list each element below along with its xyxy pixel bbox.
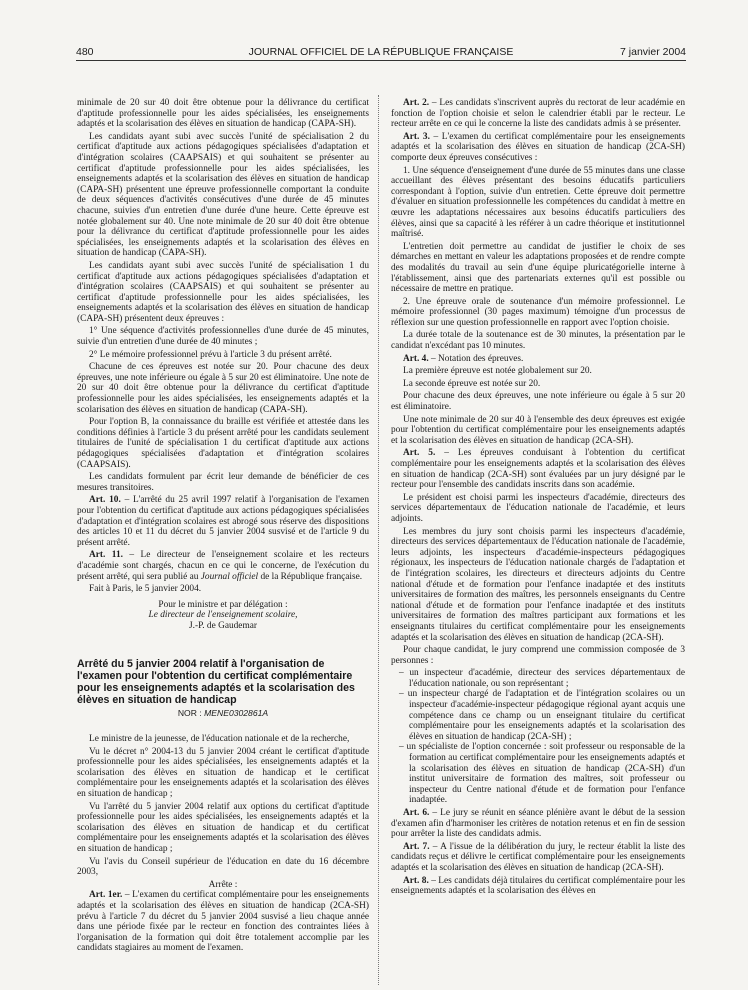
- article-text: – Le directeur de l'enseignement scolaire et les recteurs d'académie sont chargés, chacun en ce qui le concerne, de l'exécution du présent arrêté, qui sera publié au: [77, 550, 370, 582]
- journal-title: JOURNAL OFFICIEL DE LA RÉPUBLIQUE FRANÇAISE: [248, 46, 514, 58]
- paragraph: Vu l'avis du Conseil supérieur de l'éducation en date du 16 décembre 2003,: [77, 856, 369, 878]
- article-4: [391, 354, 685, 365]
- article-7: [391, 842, 685, 874]
- place-date: Fait à Paris, le 5 janvier 2004.: [89, 584, 202, 595]
- list-item: – un inspecteur chargé de l'adaptation et de l'intégration scolaires ou un inspecteur d'académie-inspecteur pédagogique régional ayant acquis une compétence dans ce champ ou un enseignant titulaire du certificat complémentaire pour les enseignements adaptés et la scolarisation des élèves en situation de handicap (2CA-SH) ;: [399, 689, 685, 742]
- article-6: [391, 808, 685, 840]
- column-divider: [378, 95, 379, 985]
- article-label: Art. 8.: [403, 875, 429, 886]
- paragraph: minimale de 20 sur 40 doit être obtenue pour la délivrance du certificat d'aptitude professionnelle pour les aides spécialisées, les enseignements adaptés et la scolarisation des élèves en situation de handicap (CAPA-SH).: [77, 98, 369, 130]
- paragraph: Le président est choisi parmi les inspecteurs d'académie, directeurs des services départementaux de l'éducation nationale de l'académie, et leurs adjoints.: [391, 492, 685, 524]
- article-label: Art. 3.: [403, 131, 430, 142]
- article-label: Art. 10.: [89, 495, 121, 506]
- decree-title: Arrêté du 5 janvier 2004 relatif à l'organisation de l'examen pour l'obtention du certificat complémentaire pour les enseignements adaptés et la scolarisation des élèves en situation de handicap: [77, 657, 355, 706]
- article-text: – Les candidats s'inscrivent auprès du rectorat de leur académie en fonction de l'option choisie et selon le calendrier établi par le recteur. Le recteur arrête en ce qui le concerne la liste des candidats admis à se présenter.: [391, 98, 685, 130]
- paragraph: Pour chaque candidat, le jury comprend une commission composée de 3 personnes :: [391, 645, 685, 666]
- paragraph: La seconde épreuve est notée sur 20.: [403, 378, 541, 389]
- left-column: [77, 98, 369, 956]
- jury-list: [391, 668, 685, 806]
- paragraph: La durée totale de la soutenance est de 30 minutes, la présentation par le candidat n'excédant pas 10 minutes.: [391, 330, 685, 352]
- article-label: Art. 5.: [403, 448, 436, 459]
- paragraph: Vu l'arrêté du 5 janvier 2004 relatif aux options du certificat d'aptitude professionnelle pour les aides spécialisées, les enseignements adaptés et la scolarisation des élèves en situation de handicap et du certificat complémentaire pour les enseignements adaptés et la scolarisation des élèves en situation de handicap ;: [77, 801, 369, 855]
- paragraph: Les membres du jury sont choisis parmi les inspecteurs d'académie, directeurs des services départementaux de l'éducation nationale de l'académie, leurs adjoints, les inspecteurs d'académie-inspecteurs pédagogiques régionaux, les inspecteurs de l'éducation nationale chargés de l'adaptation et de l'intégration scolaires, les directeurs et directeurs adjoints du Centre national d'étude et de formation pour l'enfance inadaptée et des instituts universitaires de formation des maîtres, les personnels enseignants du Centre national d'étude et de formation pour l'enfance inadaptée et des instituts universitaires de formation des maîtres participant aux formations et les enseignants titulaires du certificat complémentaire pour les enseignements adaptés et la scolarisation des élèves en situation de handicap (2CA-SH).: [391, 526, 685, 643]
- paragraph: 1. Une séquence d'enseignement d'une durée de 55 minutes dans une classe accueillant des élèves présentant des besoins éducatifs particuliers correspondant à l'option, suivie d'un entretien. Cette épreuve doit permettre d'évaluer en situation professionnelle les compétences du candidat à mettre en œuvre les adaptations nécessaires aux besoins éducatifs particuliers des élèves, ainsi que sa capacité à les référer à un cadre théorique et institutionnel maîtrisé.: [391, 165, 685, 240]
- signature-line: Pour le ministre et par délégation :: [158, 599, 288, 610]
- paragraph: Le ministre de la jeunesse, de l'éducation nationale et de la recherche,: [89, 734, 350, 745]
- article-label: Art. 2.: [403, 98, 430, 108]
- article-text: – A l'issue de la délibération du jury, le recteur établit la liste des candidats reçus et délivre le certificat complémentaire pour les enseignements adaptés et la scolarisation des élèves en situation de handicap (2CA-SH).: [391, 841, 685, 873]
- article-label: Art. 1er.: [89, 890, 123, 901]
- article-text: – L'arrêté du 25 avril 1997 relatif à l'organisation de l'examen pour l'obtention du certificat d'aptitude aux actions pédagogiques spécialisées d'adaptation et d'intégration scolaires est abrogé sous réserve des dispositions des articles 10 et 11 du décret du 5 janvier 2004 susvisé et de l'article 9 du présent arrêté.: [77, 495, 370, 548]
- signatory-name: J.-P. de Gaudemar: [189, 620, 257, 631]
- paragraph: La première épreuve est notée globalement sur 20.: [403, 366, 592, 377]
- article-11: [77, 550, 369, 582]
- article-label: Art. 4.: [403, 353, 429, 364]
- paragraph: 2. Une épreuve orale de soutenance d'un mémoire professionnel. Le mémoire professionnel (30 pages maximum) témoigne d'un processus de réflexion sur une question professionnelle en rapport avec l'option choisie.: [391, 296, 685, 328]
- article-text: – L'examen du certificat complémentaire pour les enseignements adaptés et la scolarisation des élèves en situation de handicap (2CA-SH) prévu à l'article 7 du décret du 5 janvier 2004 susvisé a lieu chaque année dans une période fixée par le recteur en fonction des contraintes liées à l'organisation de la formation qui doit être totalement accomplie par les candidats stagiaires au moment de l'examen.: [77, 890, 369, 954]
- article-text: – Les épreuves conduisant à l'obtention du certificat complémentaire pour les enseignements adaptés et la scolarisation des élèves en situation de handicap (2CA-SH) sont évaluées par un jury désigné par le recteur pour l'ensemble des candidats inscrits dans son académie.: [391, 448, 685, 491]
- paragraph: L'entretien doit permettre au candidat de justifier le choix de ses démarches en mettant en valeur les adaptations proposées et de rendre compte des modalités du travail au sein d'une équipe pluricatégorielle interne à l'établissement, ainsi que des partenariats externes qu'il est possible ou nécessaire de mettre en pratique.: [391, 241, 685, 295]
- article-label: Art. 11.: [89, 550, 123, 561]
- signature-title: Le directeur de l'enseignement scolaire,: [148, 610, 298, 621]
- article-5: [391, 448, 685, 490]
- article-3: [391, 132, 685, 164]
- nor-code: MENE0302861A: [204, 707, 269, 718]
- page-number: 480: [76, 46, 94, 58]
- paragraph: Les candidats ayant subi avec succès l'unité de spécialisation 2 du certificat d'aptitude aux actions pédagogiques spécialisées d'adaptation et d'intégration scolaires (CAAPSAIS) et qui souhaitent se présenter au certificat d'aptitude professionnelle pour les aides spécialisées, les enseignements adaptés et la scolarisation des élèves en situation de handicap (CAPA-SH) présentent une épreuve professionnelle comportant la conduite de deux séquences d'activités consécutives d'une durée de 45 minutes chacune, suivies d'un entretien d'une durée d'une heure. Cette épreuve est notée globalement sur 40. Une note minimale de 20 sur 40 doit être obtenue pour la délivrance du certificat d'aptitude professionnelle pour les aides spécialisées, les enseignements adaptés et la scolarisation des élèves en situation de handicap (CAPA-SH).: [77, 131, 369, 259]
- article-2: [391, 98, 685, 130]
- list-item: – un spécialiste de l'option concernée : soit professeur ou responsable de la formation au certificat complémentaire pour les enseignements adaptés et la scolarisation des élèves en situation de handicap (2CA-SH) d'un institut universitaire de formation des maîtres, soit professeur ou inspecteur du Centre national d'étude et de formation pour l'enfance inadaptée.: [399, 742, 685, 806]
- paragraph: Chacune de ces épreuves est notée sur 20. Pour chacune des deux épreuves, une note inférieure ou égale à 5 sur 20 est éliminatoire. Une note de 20 sur 40 doit être obtenue pour la délivrance du certificat d'aptitude professionnelle pour les aides spécialisées, les enseignements adaptés et la scolarisation des élèves en situation de handicap (CAPA-SH).: [77, 362, 369, 415]
- article-text: – Le jury se réunit en séance plénière avant le début de la session d'examen afin d'harmoniser les critères de notation retenus et en fin de session pour arrêter la liste des candidats admis.: [391, 808, 686, 840]
- journal-name: Journal officiel: [200, 571, 259, 582]
- signature-block: [77, 600, 369, 632]
- paragraph: Une note minimale de 20 sur 40 à l'ensemble des deux épreuves est exigée pour l'obtention du certificat complémentaire pour les enseignements adaptés et la scolarisation des élèves en situation de handicap (2CA-SH).: [391, 414, 685, 446]
- paragraph: Vu le décret n° 2004-13 du 5 janvier 2004 créant le certificat d'aptitude professionnelle pour les aides spécialisées, les enseignements adaptés et la scolarisation des élèves en situation de handicap et le certificat complémentaire pour les enseignements adaptés et la scolarisation des élèves en situation de handicap ;: [77, 746, 369, 800]
- article-label: Art. 7.: [403, 841, 430, 852]
- list-item: – un inspecteur d'académie, directeur des services départementaux de l'éducation nationale, ou son représentant ;: [399, 668, 685, 689]
- right-column: [391, 98, 685, 899]
- article-text: – L'examen du certificat complémentaire pour les enseignements adaptés et la scolarisation des élèves en situation de handicap (2CA-SH) comporte deux épreuves consécutives :: [391, 131, 686, 163]
- paragraph: Pour l'option B, la connaissance du braille est vérifiée et attestée dans les conditions définies à l'article 3 du présent arrêté pour les candidats seulement titulaires de l'unité de spécialisation 1 du certificat d'aptitude aux actions pédagogiques spécialisées d'adaptation et d'intégration scolaires (CAAPSAIS).: [77, 417, 369, 470]
- article-text: de la République française.: [258, 571, 363, 582]
- article-10: [77, 495, 369, 548]
- issue-date: 7 janvier 2004: [620, 46, 686, 58]
- nor-label: NOR :: [177, 707, 205, 718]
- article-text: – Les candidats déjà titulaires du certificat complémentaire pour les enseignements adaptés et la scolarisation des élèves en: [391, 875, 685, 897]
- paragraph: Pour chacune des deux épreuves, une note inférieure ou égale à 5 sur 20 est éliminatoire.: [391, 391, 685, 413]
- paragraph: 2° Le mémoire professionnel prévu à l'article 3 du présent arrêté.: [89, 349, 332, 360]
- paragraph: Les candidats formulent par écrit leur demande de bénéficier de ces mesures transitoires.: [77, 472, 369, 493]
- paragraph: 1° Une séquence d'activités professionnelles d'une durée de 45 minutes, suivie d'un entretien d'une durée de 40 minutes ;: [77, 326, 369, 348]
- nor-reference: [77, 708, 369, 719]
- article-8: [391, 876, 685, 897]
- article-label: Art. 6.: [403, 808, 430, 818]
- article-text: – Notation des épreuves.: [428, 353, 524, 364]
- paragraph: Les candidats ayant subi avec succès l'unité de spécialisation 1 du certificat d'aptitude aux actions pédagogiques spécialisées d'adaptation et d'intégration scolaires (CAAPSAIS) et qui souhaitent se présenter au certificat d'aptitude professionnelle pour les aides spécialisées, les enseignements adaptés et la scolarisation des élèves en situation de handicap (CAPA-SH) présentent deux épreuves :: [77, 260, 369, 324]
- arrete-heading: Arrête :: [208, 879, 238, 890]
- page-header: [76, 46, 686, 61]
- article-1: [77, 890, 369, 954]
